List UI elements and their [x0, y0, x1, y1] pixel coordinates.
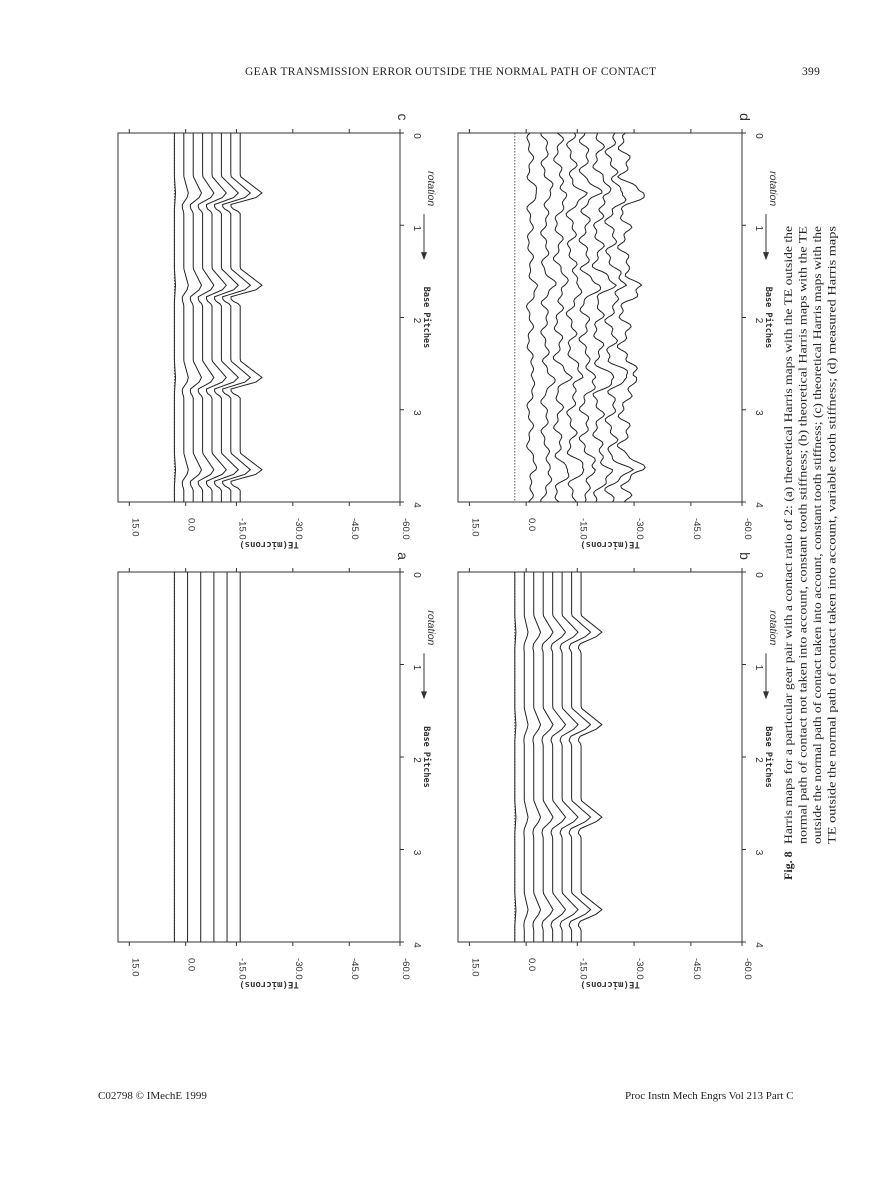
- caption-line: normal path of contact not taken into account, constant tooth stiffness; (b) theoretical Harris maps with the TE: [795, 315, 810, 844]
- y-tick-label: 0.0: [185, 958, 197, 972]
- y-tick-label: -60.0: [400, 518, 411, 540]
- rotation-arrowhead: [763, 691, 769, 699]
- y-tick-label: 15.0: [129, 958, 141, 977]
- y-axis-label: TE(microns): [239, 539, 299, 549]
- y-axis-label: TE(microns): [239, 979, 299, 989]
- x-tick-label: 2: [411, 757, 422, 763]
- y-tick-label: -30.0: [292, 518, 304, 540]
- series-line: [551, 572, 566, 942]
- series-line: [231, 133, 262, 502]
- x-tick-label: 3: [411, 849, 422, 856]
- series-line: [542, 572, 553, 942]
- x-axis-label: Base Pitches: [421, 726, 431, 788]
- y-tick-label: -15.0: [577, 958, 589, 980]
- page-number: 399: [802, 66, 821, 78]
- panel-letter: b: [737, 552, 753, 560]
- panel-d: [458, 113, 779, 550]
- x-tick-label: 0: [411, 133, 422, 139]
- caption-line: TE outside the normal path of contact taken into account, variable tooth stiffness; (d) measured Harris maps: [824, 326, 839, 844]
- caption-line: outside the normal path of contact taken into account, constant tooth stiffness; (c) theoretical Harris maps with the: [810, 296, 824, 844]
- y-tick-label: -45.0: [690, 958, 702, 980]
- series-line: [190, 133, 201, 502]
- y-tick-label: -15.0: [236, 958, 248, 980]
- rotation-label: rotation: [767, 171, 779, 207]
- y-tick-label: -60.0: [742, 518, 753, 540]
- y-tick-label: -30.0: [634, 958, 646, 980]
- series-line: [527, 133, 538, 502]
- y-axis-label: TE(microns): [580, 979, 640, 989]
- x-tick-label: 3: [753, 849, 764, 856]
- y-tick-label: -45.0: [349, 958, 361, 980]
- panel-c: [118, 114, 437, 551]
- panel-letter: c: [395, 113, 411, 121]
- y-tick-label: 15.0: [469, 958, 481, 977]
- series-line: [223, 133, 251, 502]
- plot-frame: [458, 572, 742, 942]
- y-tick-label: 0.0: [526, 958, 538, 972]
- x-tick-label: 1: [411, 664, 422, 671]
- x-tick-label: 4: [753, 502, 764, 508]
- x-axis-label: Base Pitches: [763, 286, 773, 349]
- rotation-arrowhead: [421, 252, 427, 260]
- y-tick-label: -15.0: [577, 518, 589, 540]
- x-tick-label: 1: [753, 225, 764, 232]
- series-line: [560, 572, 578, 942]
- plot-frame: [458, 133, 742, 502]
- panel-b: [458, 552, 779, 990]
- x-axis-label: Base Pitches: [421, 286, 431, 349]
- x-tick-label: 1: [753, 664, 764, 671]
- series-line: [206, 133, 226, 502]
- x-tick-label: 4: [753, 942, 764, 948]
- y-tick-label: -45.0: [349, 518, 361, 540]
- x-tick-label: 3: [411, 409, 422, 416]
- series-line: [579, 133, 602, 502]
- y-tick-label: 15.0: [129, 518, 141, 537]
- header-title: GEAR TRANSMISSION ERROR OUTSIDE THE NORMAL PATH OF CONTACT: [245, 66, 657, 78]
- x-axis-label: Base Pitches: [763, 726, 773, 788]
- x-tick-label: 2: [411, 317, 422, 324]
- y-tick-label: -30.0: [634, 518, 646, 540]
- series-line: [215, 133, 239, 502]
- y-axis-label: TE(microns): [580, 539, 640, 549]
- y-tick-label: -15.0: [236, 518, 248, 540]
- series-line: [618, 133, 646, 502]
- series-line: [592, 133, 616, 502]
- y-tick-label: -45.0: [690, 518, 702, 540]
- caption-line: Harris maps for a particular gear pair with a contact ratio of 2: (a) theoretical Harris maps with the TE outside the: [781, 299, 795, 844]
- series-line: [541, 133, 556, 502]
- panel-a: [118, 552, 437, 990]
- x-tick-label: 4: [411, 502, 422, 508]
- y-tick-label: 0.0: [185, 518, 197, 532]
- x-tick-label: 2: [753, 757, 764, 763]
- footer-journal: Proc Instn Mech Engrs Vol 213 Part C: [625, 1090, 794, 1102]
- series-line: [578, 572, 602, 942]
- rotation-arrowhead: [421, 691, 427, 699]
- x-tick-label: 2: [753, 317, 764, 324]
- y-tick-label: -60.0: [742, 958, 753, 980]
- footer-copyright: C02798 © IMechE 1999: [98, 1090, 207, 1102]
- series-line: [566, 133, 587, 502]
- x-tick-label: 0: [411, 572, 422, 578]
- y-tick-label: 0.0: [526, 518, 538, 532]
- series-line: [524, 572, 528, 942]
- y-tick-label: -30.0: [292, 958, 304, 980]
- y-tick-label: 15.0: [469, 518, 481, 537]
- y-tick-label: -60.0: [400, 958, 411, 980]
- x-tick-label: 3: [753, 409, 764, 416]
- rotation-label: rotation: [425, 610, 437, 646]
- x-tick-label: 0: [753, 572, 764, 578]
- x-tick-label: 0: [753, 133, 764, 139]
- series-line: [569, 572, 590, 942]
- panel-letter: d: [737, 113, 753, 121]
- series-line: [182, 133, 188, 502]
- x-tick-label: 1: [411, 225, 422, 232]
- plot-frame: [118, 133, 400, 502]
- rotation-label: rotation: [767, 610, 779, 646]
- caption-label: Fig. 8: [781, 851, 795, 880]
- panel-letter: a: [395, 552, 411, 560]
- x-tick-label: 4: [411, 942, 422, 948]
- series-line: [533, 572, 541, 942]
- plot-frame: [118, 572, 400, 942]
- rotation-arrowhead: [763, 252, 769, 260]
- rotation-label: rotation: [425, 171, 437, 207]
